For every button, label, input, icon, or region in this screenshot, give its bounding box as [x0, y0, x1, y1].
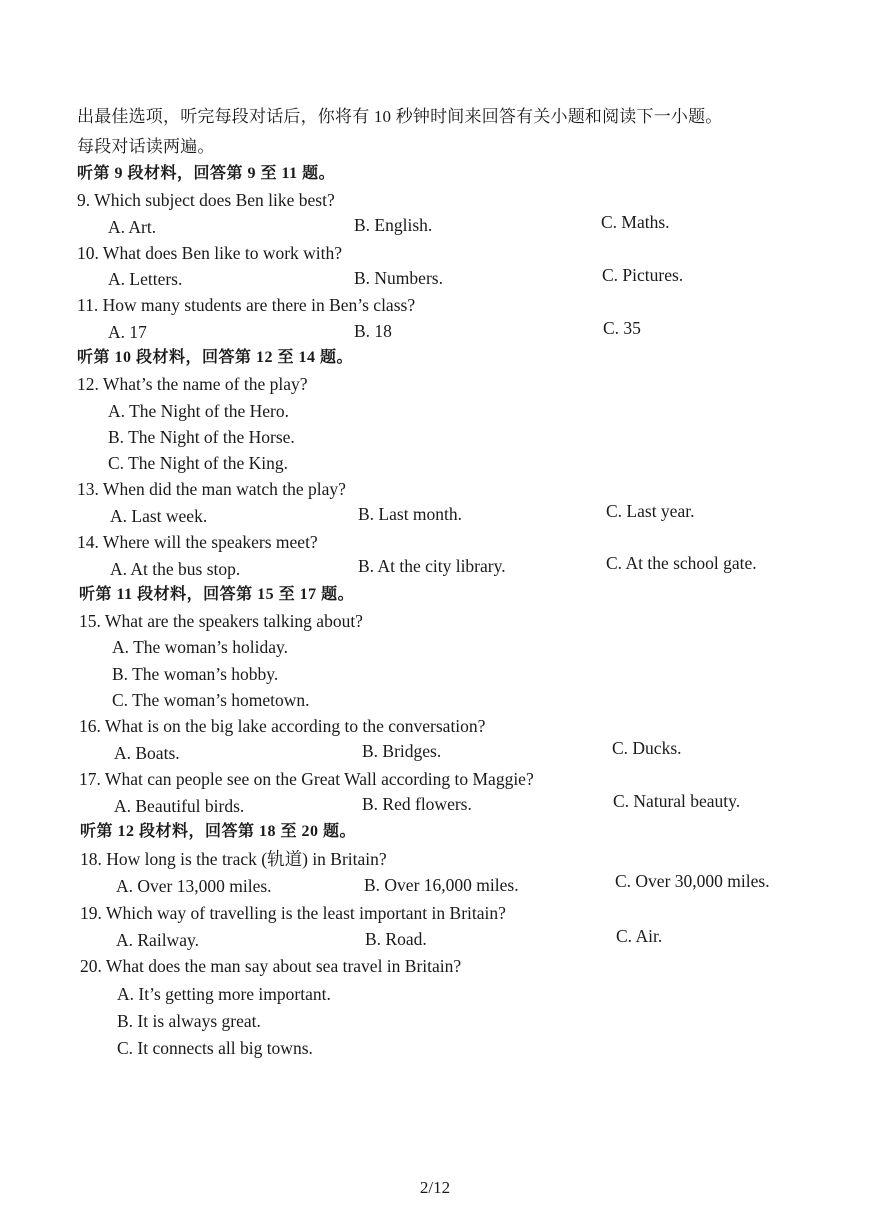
question-9-stem: 9. Which subject does Ben like best? [77, 190, 335, 210]
question-17-option-a: A. Beautiful birds. [114, 796, 245, 816]
question-14-option-a: A. At the bus stop. [110, 559, 241, 579]
question-12-option-c: C. The Night of the King. [108, 453, 289, 473]
page-number: 2/12 [419, 1178, 451, 1197]
question-18-option-a: A. Over 13,000 miles. [116, 876, 272, 896]
question-9-option-b: B. English. [354, 215, 433, 235]
intro-line-2: 每段对话读两遍。 [77, 137, 215, 156]
question-12-option-a: A. The Night of the Hero. [108, 401, 289, 421]
question-18-option-c: C. Over 30,000 miles. [615, 871, 770, 891]
question-11-option-b: B. 18 [354, 321, 392, 341]
section-heading-12: 听第 12 段材料，回答第 18 至 20 题。 [80, 823, 357, 840]
question-11-stem: 11. How many students are there in Ben’s class? [77, 295, 416, 315]
question-17-stem: 17. What can people see on the Great Wall according to Maggie? [79, 769, 534, 789]
question-10-option-a: A. Letters. [108, 269, 183, 289]
question-14-stem: 14. Where will the speakers meet? [77, 532, 318, 552]
question-20-stem: 20. What does the man say about sea travel in Britain? [80, 956, 462, 976]
question-20-option-b: B. It is always great. [117, 1011, 261, 1031]
question-19-stem: 19. Which way of travelling is the least important in Britain? [80, 903, 506, 923]
question-12-stem: 12. What’s the name of the play? [77, 374, 308, 394]
question-19-option-c: C. Air. [616, 926, 663, 946]
question-10-option-b: B. Numbers. [354, 268, 443, 288]
question-15-option-b: B. The woman’s hobby. [112, 664, 279, 684]
question-9-option-a: A. Art. [108, 217, 157, 237]
question-17-option-c: C. Natural beauty. [613, 791, 741, 811]
question-9-option-c: C. Maths. [601, 212, 670, 232]
question-11-option-a: A. 17 [108, 322, 147, 342]
question-19-option-b: B. Road. [365, 929, 427, 949]
question-16-stem: 16. What is on the big lake according to the conversation? [79, 716, 486, 736]
intro-line-1: 出最佳选项，听完每段对话后，你将有 10 秒钟时间来回答有关小题和阅读下一小题。 [77, 107, 723, 126]
question-17-option-b: B. Red flowers. [362, 794, 472, 814]
question-11-option-c: C. 35 [603, 318, 641, 338]
question-20-option-a: A. It’s getting more important. [117, 984, 331, 1004]
question-13-option-b: B. Last month. [358, 504, 463, 524]
question-19-option-a: A. Railway. [116, 930, 199, 950]
question-15-option-a: A. The woman’s holiday. [112, 637, 288, 657]
section-heading-11: 听第 11 段材料，回答第 15 至 17 题。 [79, 586, 355, 603]
question-15-stem: 15. What are the speakers talking about? [79, 611, 363, 631]
question-20-option-c: C. It connects all big towns. [117, 1038, 313, 1058]
question-18-stem: 18. How long is the track (轨道) in Britain? [80, 849, 387, 869]
question-13-option-a: A. Last week. [110, 506, 208, 526]
question-14-option-b: B. At the city library. [358, 556, 506, 576]
question-10-stem: 10. What does Ben like to work with? [77, 243, 343, 263]
section-heading-9: 听第 9 段材料，回答第 9 至 11 题。 [77, 165, 336, 182]
question-13-option-c: C. Last year. [606, 501, 695, 521]
question-16-option-c: C. Ducks. [612, 738, 682, 758]
section-heading-10: 听第 10 段材料，回答第 12 至 14 题。 [77, 349, 354, 366]
question-10-option-c: C. Pictures. [602, 265, 684, 285]
question-16-option-b: B. Bridges. [362, 741, 442, 761]
question-12-option-b: B. The Night of the Horse. [108, 427, 295, 447]
question-13-stem: 13. When did the man watch the play? [77, 479, 346, 499]
question-14-option-c: C. At the school gate. [606, 553, 757, 573]
question-15-option-c: C. The woman’s hometown. [112, 690, 310, 710]
question-16-option-a: A. Boats. [114, 743, 180, 763]
question-18-option-b: B. Over 16,000 miles. [364, 875, 519, 895]
